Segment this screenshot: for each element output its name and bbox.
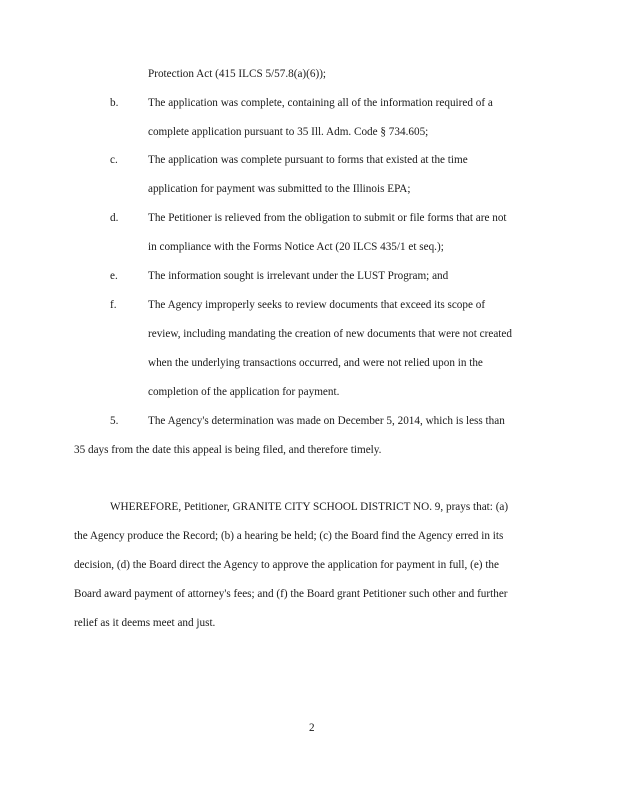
paragraph-5-marker: 5. [110, 415, 119, 427]
item-f-line-2: review, including mandating the creation of new documents that were not created [148, 328, 512, 340]
continuation-line: Protection Act (415 ILCS 5/57.8(a)(6)); [148, 68, 327, 80]
paragraph-5-line-2: 35 days from the date this appeal is being filed, and therefore timely. [74, 444, 382, 456]
wherefore-line-5: relief as it deems meet and just. [74, 617, 216, 629]
wherefore-line-2: the Agency produce the Record; (b) a hearing be held; (c) the Board find the Agency erred in its [74, 530, 504, 542]
item-f-line-4: completion of the application for payment. [148, 386, 340, 398]
item-d-line-2: in compliance with the Forms Notice Act (20 ILCS 435/1 et seq.); [148, 241, 444, 253]
item-d-line-1: The Petitioner is relieved from the obligation to submit or file forms that are not [148, 212, 507, 224]
item-f-marker: f. [110, 299, 117, 311]
item-f-line-1: The Agency improperly seeks to review documents that exceed its scope of [148, 299, 486, 311]
item-c-line-2: application for payment was submitted to the Illinois EPA; [148, 183, 411, 195]
item-c-line-1: The application was complete pursuant to forms that existed at the time [148, 154, 468, 166]
item-b-marker: b. [110, 97, 119, 109]
paragraph-5-line-1: The Agency's determination was made on December 5, 2014, which is less than [148, 415, 505, 427]
item-b-line-1: The application was complete, containing all of the information required of a [148, 97, 493, 109]
item-c-marker: c. [110, 154, 118, 166]
item-e-marker: e. [110, 270, 118, 282]
page-number: 2 [309, 722, 315, 734]
item-f-line-3: when the underlying transactions occurred, and were not relied upon in the [148, 357, 483, 369]
wherefore-line-1: WHEREFORE, Petitioner, GRANITE CITY SCHOOL DISTRICT NO. 9, prays that: (a) [110, 501, 509, 513]
wherefore-line-3: decision, (d) the Board direct the Agency to approve the application for payment in full, (e) the [74, 559, 499, 571]
wherefore-line-4: Board award payment of attorney's fees; and (f) the Board grant Petitioner such other and further [74, 588, 508, 600]
item-b-line-2: complete application pursuant to 35 Ill. Adm. Code § 734.605; [148, 126, 429, 138]
item-d-marker: d. [110, 212, 119, 224]
item-e-line-1: The information sought is irrelevant under the LUST Program; and [148, 270, 449, 282]
